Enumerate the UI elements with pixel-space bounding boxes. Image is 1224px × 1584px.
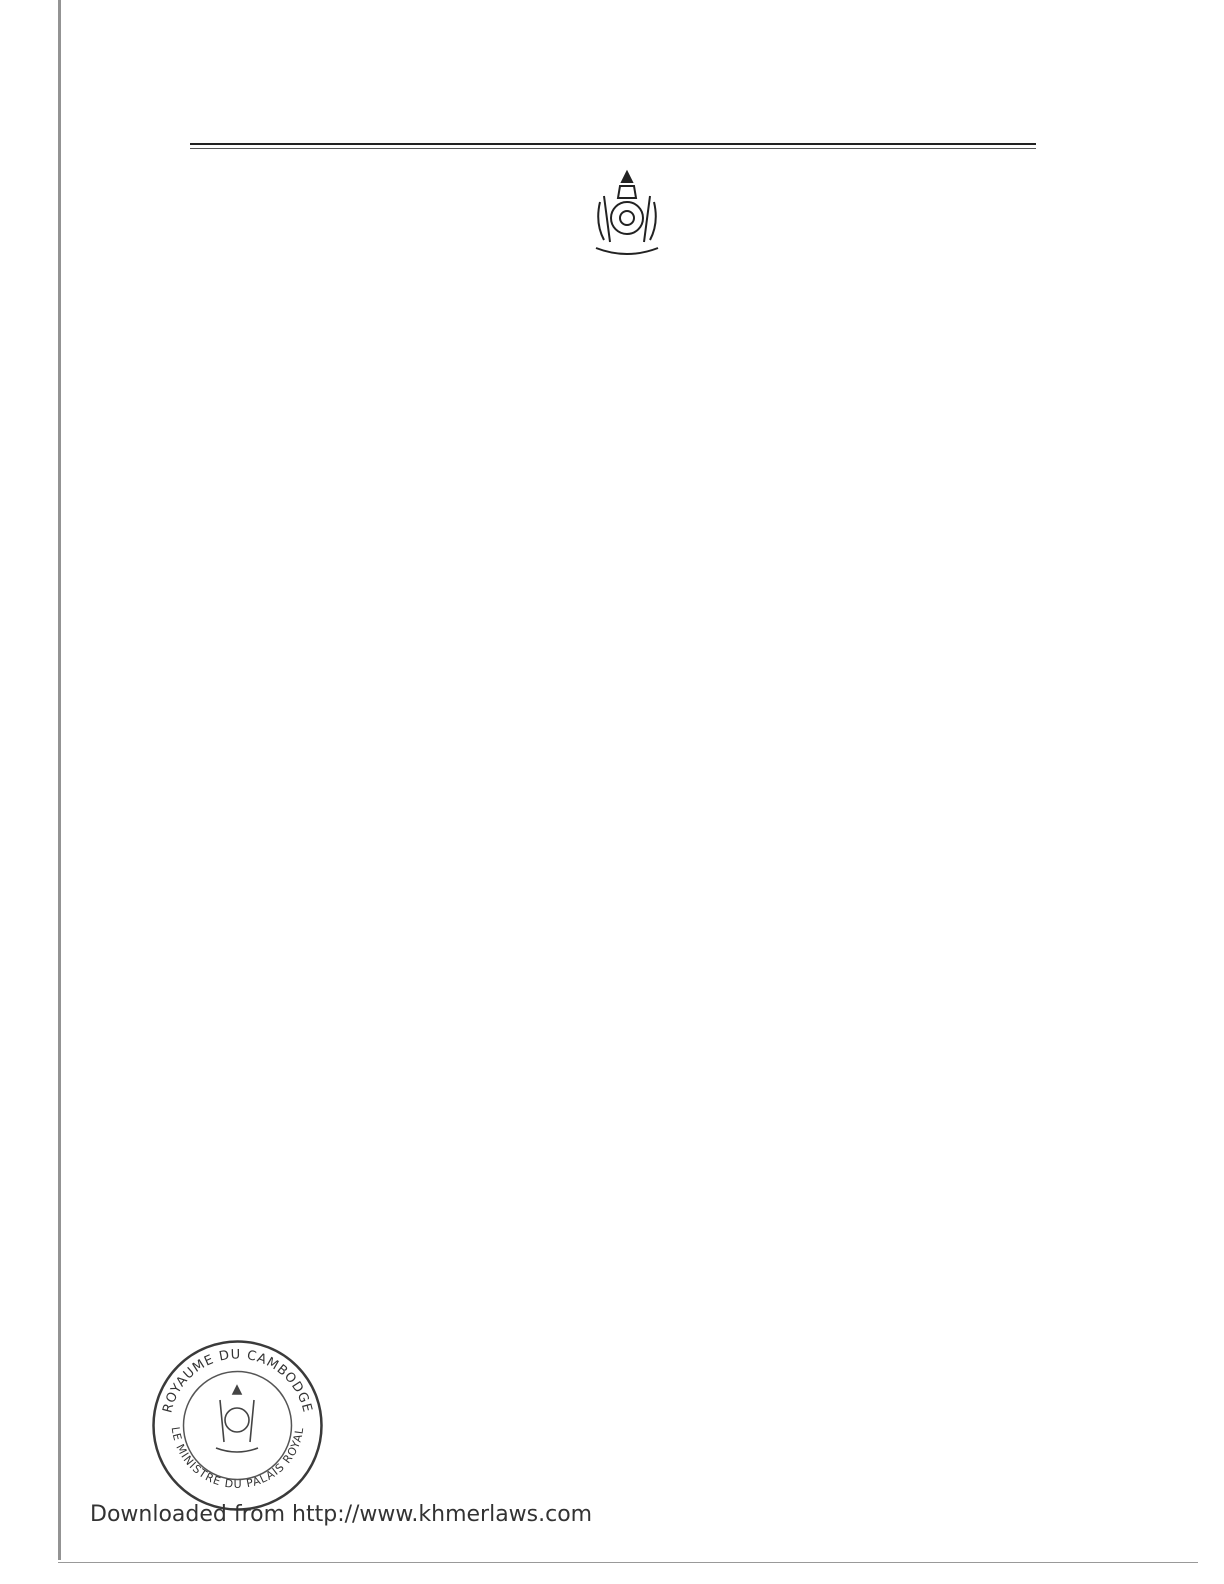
gazette-header (190, 96, 1036, 136)
royal-palace-stamp (150, 1338, 325, 1513)
svg-text:ROYAUME DU CAMBODGE (160, 1347, 314, 1414)
stamp-ring-text-lower: LE MINISTRE DU PALAIS ROYAL (168, 1426, 307, 1491)
header-rule (190, 143, 1036, 149)
svg-text:LE MINISTRE DU PALAIS ROYAL (169, 1426, 307, 1491)
stamp-emblem-icon (216, 1386, 258, 1452)
stamp-ring-text: ROYAUME DU CAMBODGE (160, 1347, 315, 1415)
royal-emblem-icon (590, 168, 664, 258)
scan-edge-bottom (58, 1562, 1198, 1563)
scan-edge-left (58, 0, 61, 1560)
download-footer: Downloaded from http://www.khmerlaws.com (90, 1502, 593, 1527)
